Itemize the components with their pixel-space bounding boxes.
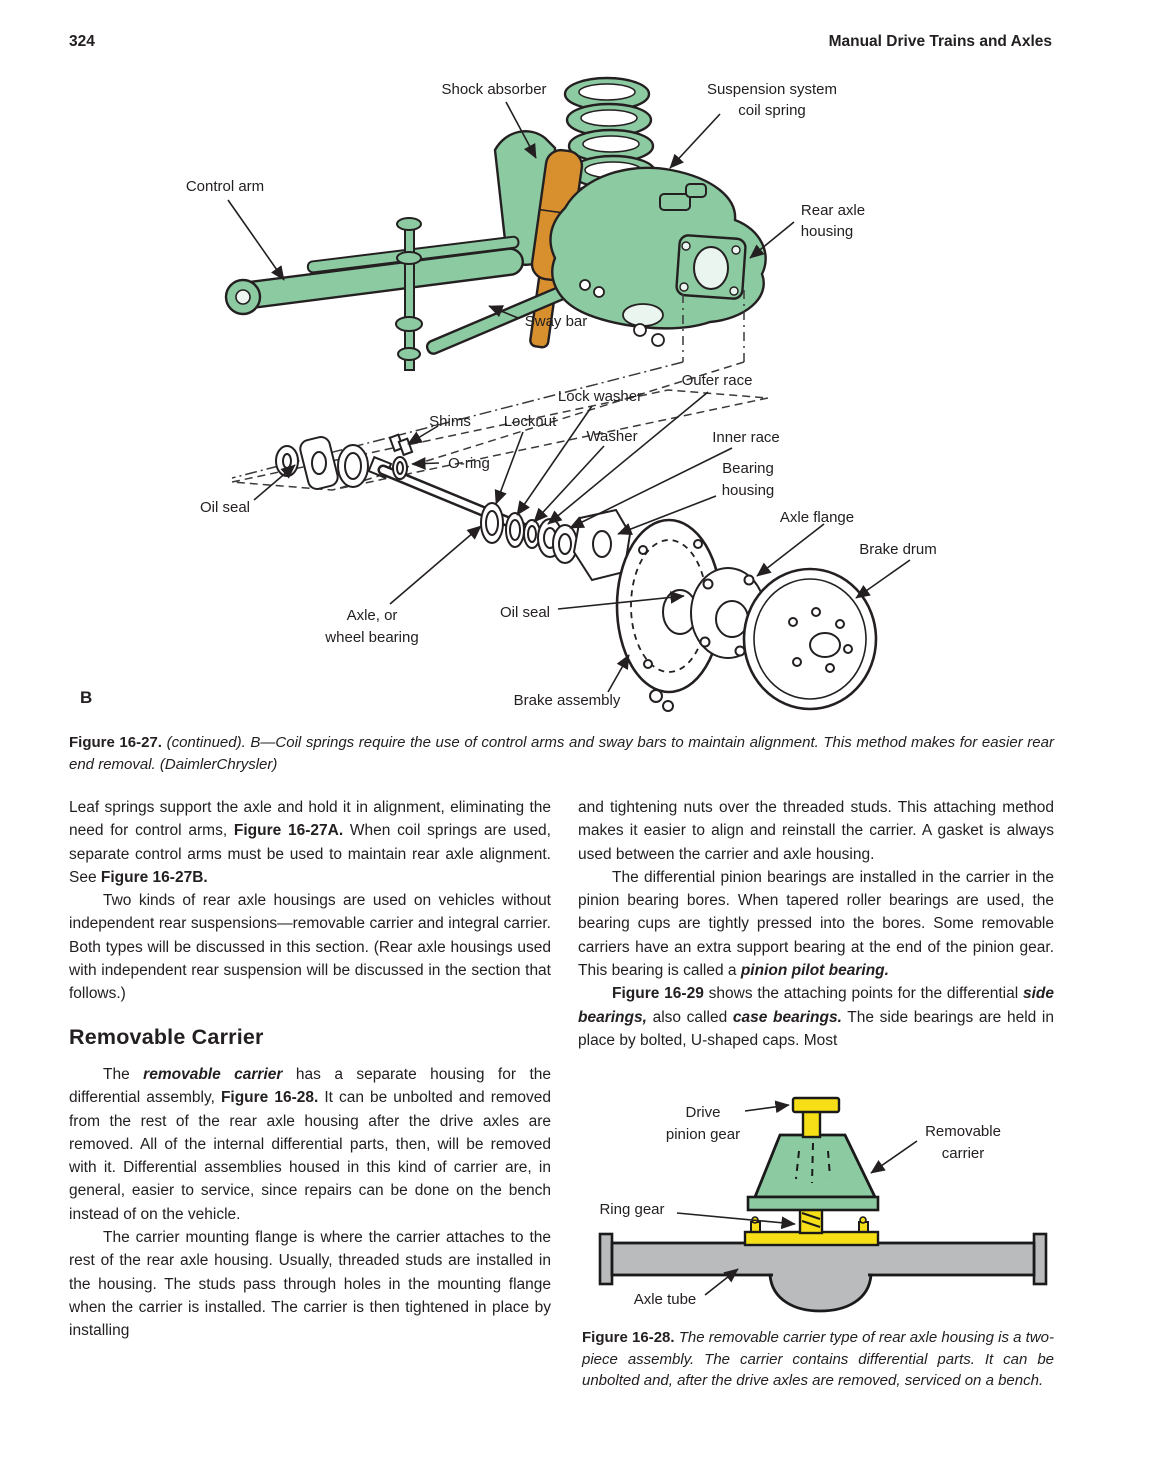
left-column [69, 796, 551, 1343]
shims-part [390, 435, 412, 455]
label-suspension-spring-2: coil spring [738, 102, 806, 119]
label-control-arm: Control arm [185, 178, 265, 195]
label-bearing-housing-2: housing [721, 482, 775, 499]
left-paragraph-4: The carrier mounting flange is where the carrier attaches to the rest of the rear axle housing. Usually, threaded studs are installed in the housing. The studs pass through holes in the mounting flange when the carrier is installed. The carrier is then tightened in place by installing [69, 1229, 551, 1340]
figure27-caption: Figure 16-27. (continued). B—Coil springs require the use of control arms and sway bars to maintain alignment. This method makes for easier rear end removal. (DaimlerChrysler) [69, 734, 1054, 773]
left-paragraph-2: Two kinds of rear axle housings are used on vehicles without independent rear suspensions—removable carrier and integral carrier. Both types will be discussed in this section. (Rear axle housings used with independent rear suspension will be discussed in the section that follows.) [69, 892, 551, 1003]
label-bearing-housing-1: Bearing [722, 460, 774, 477]
label-rear-axle-housing-2: housing [800, 223, 854, 240]
label-shock-absorber: Shock absorber [441, 81, 547, 98]
left-paragraph-3: The removable carrier has a separate housing for the differential assembly, Figure 16-28. It can be unbolted and removed from the rest of the rear axle housing after the drive axles are removed. All of the internal differential parts, then, will be removed with it. Differential assemblies housed in this kind of carrier are, in general, easier to service, since repairs can be done on the bench instead of on the vehicle. [69, 1065, 552, 1223]
label-o-ring: O-ring [448, 455, 490, 472]
label-axle-tube: Axle tube [633, 1291, 697, 1308]
section-heading-removable-carrier: Removable Carrier [69, 1024, 264, 1049]
label-oil-seal-left: Oil seal [199, 499, 251, 516]
o-ring-part [393, 457, 407, 479]
rear-axle-flange-part [676, 235, 746, 299]
label-axle-wheel-bearing-1: Axle, or [346, 607, 398, 624]
label-suspension-spring-1: Suspension system [706, 81, 838, 98]
page-number: 324 [69, 33, 95, 50]
removable-carrier-part [748, 1135, 878, 1210]
label-outer-race: Outer race [681, 372, 753, 389]
label-drive-pinion-gear-2: pinion gear [665, 1126, 741, 1143]
label-rear-axle-housing-1: Rear axle [800, 202, 866, 219]
label-axle-flange: Axle flange [779, 509, 855, 526]
label-washer: Washer [586, 428, 638, 445]
label-shims: Shims [429, 413, 471, 430]
figure27-panel-letter: B [80, 688, 93, 707]
retainer-ring-part [338, 445, 368, 487]
rear-suspension-assembly [226, 78, 768, 490]
label-brake-drum: Brake drum [859, 541, 937, 558]
label-locknut: Locknut [503, 413, 557, 430]
lock-washer-part [506, 513, 524, 547]
right-column [578, 796, 1054, 1052]
drive-pinion-gear-part [793, 1098, 839, 1137]
running-title: Manual Drive Trains and Axles [828, 33, 1052, 50]
figure-16-27b-diagram [68, 72, 1088, 722]
right-paragraph-2: The differential pinion bearings are installed in the carrier in the pinion bearing bores. When tapered roller bearings are used, the bearing cups are tightly pressed into the bores. Some removable carriers have an extra support bearing at the end of the pinion gear. This bearing is called a pinion pilot bearing. [578, 868, 1054, 980]
label-sway-bar: Sway bar [524, 313, 588, 330]
label-removable-carrier-2: carrier [941, 1145, 985, 1162]
label-ring-gear: Ring gear [599, 1201, 665, 1218]
stabilizer-link-part [396, 218, 422, 370]
page-header [69, 33, 1052, 51]
wheel-bearing-part [538, 519, 577, 563]
right-paragraph-3: Figure 16-29 shows the attaching points for the differential side bearings, also called case bearings. The side bearings are held in place by bolted, U-shaped caps. Most [578, 985, 1054, 1049]
figure-16-28-diagram [585, 1085, 1085, 1323]
right-paragraph-1: and tightening nuts over the threaded studs. This attaching method makes it easier to align and reinstall the carrier. A gasket is always used between the carrier and axle housing. [578, 799, 1054, 863]
left-paragraph-1: Leaf springs support the axle and hold it in alignment, eliminating the need for control arms, Figure 16-27A. When coil springs are used, separate control arms must be used to maintain rear axle alignment. See Figure 16-27B. [69, 799, 551, 886]
label-drive-pinion-gear-1: Drive [685, 1104, 721, 1121]
label-lock-washer: Lock washer [557, 388, 643, 405]
figure28-caption: Figure 16-28. The removable carrier type of rear axle housing is a two-piece assembly. The carrier contains differential parts. It can be unbolted and, after the drive axles are removed, serviced on a bench. [582, 1329, 1054, 1389]
label-axle-wheel-bearing-2: wheel bearing [325, 629, 419, 646]
label-removable-carrier-1: Removable [925, 1123, 1001, 1140]
label-brake-assembly: Brake assembly [513, 692, 621, 709]
label-oil-seal-center: Oil seal [499, 604, 551, 621]
label-inner-race: Inner race [712, 429, 780, 446]
brake-drum-part [744, 569, 876, 709]
control-arm-part [226, 236, 524, 314]
retainer-plate-part [298, 435, 339, 491]
locknut-part [481, 503, 503, 543]
